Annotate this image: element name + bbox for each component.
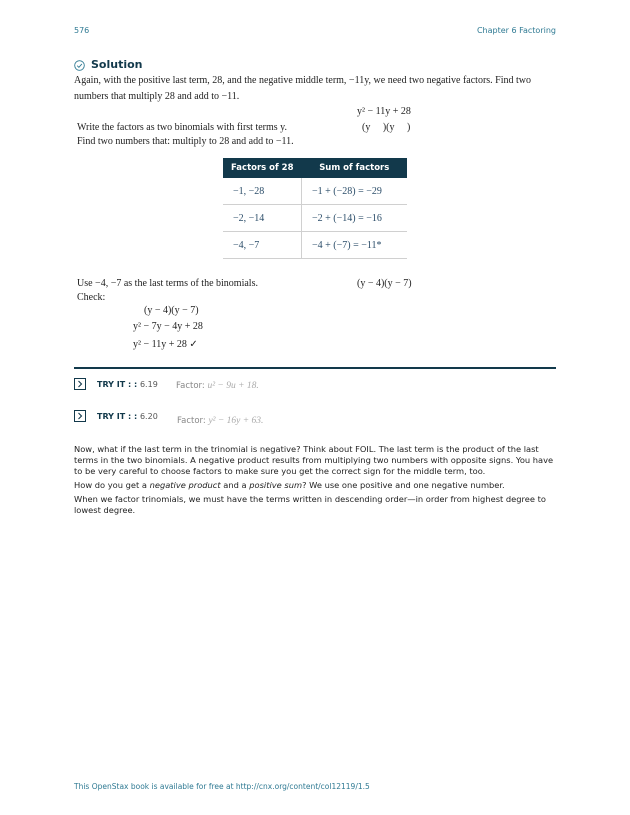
page-number: 576	[74, 26, 90, 35]
section-divider	[74, 367, 556, 369]
solution-title: Solution	[91, 58, 143, 71]
try-it-expression: u² − 9u + 18.	[207, 381, 259, 391]
trinomial-expression: y² − 11y + 28	[357, 106, 411, 117]
table-cell-sum: −1 + (−28) = −29	[302, 178, 408, 205]
step1-text: Write the factors as two binomials with first terms y.	[77, 122, 288, 133]
try-it-6-19-label	[97, 380, 158, 389]
try-it-label-text: TRY IT : :	[97, 380, 138, 389]
chevron-right-icon	[75, 379, 85, 389]
chevron-right-icon	[75, 411, 85, 421]
step3-math: (y − 4)(y − 7)	[357, 278, 412, 289]
p2-em-positive-sum: positive sum	[249, 480, 303, 490]
table-cell-factors: −2, −14	[223, 205, 302, 232]
try-it-6-20-label	[97, 412, 158, 421]
table-row	[223, 178, 407, 205]
table-header-row	[223, 158, 407, 178]
table-row	[223, 205, 407, 232]
paragraph-negative-last-term: Now, what if the last term in the trinomial is negative? Think about FOIL. The last term is the product of the last terms in the two binomials. A negative product results from multiplying two numbers with opposite signs. You have to be very careful to choose factors to make sure you get the correct sign for the middle term, too.	[74, 444, 554, 476]
table-header-factors: Factors of 28	[223, 158, 302, 178]
p2-start: How do you get a	[74, 480, 150, 490]
try-it-expression: y² − 16y + 63.	[208, 416, 264, 426]
try-it-6-20-prompt	[177, 416, 263, 426]
try-it-prompt-text: Factor:	[176, 381, 205, 391]
p2-mid: and a	[220, 480, 250, 490]
try-it-6-20-toggle[interactable]	[74, 410, 86, 422]
table-cell-factors: −4, −7	[223, 232, 302, 259]
chapter-title: Chapter 6 Factoring	[476, 26, 556, 35]
footer-link[interactable]: This OpenStax book is available for free at http://cnx.org/content/col12119/1.5	[74, 782, 370, 791]
step3-text: Use −4, −7 as the last terms of the binomials.	[77, 278, 258, 289]
check-line-3: y² − 11y + 28 ✓	[133, 339, 198, 350]
solution-intro-line2: numbers that multiply 28 and add to −11.	[74, 91, 240, 102]
check-circle-icon	[74, 58, 85, 69]
p2-em-negative-product: negative product	[149, 480, 221, 490]
step2-text: Find two numbers that: multiply to 28 and add to −11.	[77, 136, 294, 147]
paragraph-negative-product	[74, 480, 558, 491]
check-label: Check:	[77, 292, 106, 303]
check-line-1: (y − 4)(y − 7)	[144, 305, 199, 316]
try-it-number: 6.20	[139, 412, 158, 421]
table-cell-factors: −1, −28	[223, 178, 302, 205]
try-it-prompt-text: Factor:	[177, 416, 206, 426]
try-it-6-19-prompt	[176, 381, 259, 391]
check-line-2: y² − 7y − 4y + 28	[133, 321, 203, 332]
paragraph-descending-order: When we factor trinomials, we must have the terms written in descending order—in order from highest degree to lowest degree.	[74, 494, 546, 515]
p2-end: ? We use one positive and one negative number.	[302, 480, 505, 490]
try-it-6-19-toggle[interactable]	[74, 378, 86, 390]
try-it-number: 6.19	[139, 380, 158, 389]
try-it-label-text: TRY IT : :	[97, 412, 138, 421]
table-cell-sum: −4 + (−7) = −11*	[302, 232, 408, 259]
factors-table	[223, 158, 407, 259]
table-header-sum: Sum of factors	[302, 158, 408, 178]
table-row	[223, 232, 407, 259]
solution-intro-line1: Again, with the positive last term, 28, and the negative middle term, −11y, we need two negative factors. Find two	[74, 75, 532, 86]
step1-math: (y )(y )	[362, 122, 411, 133]
table-cell-sum: −2 + (−14) = −16	[302, 205, 408, 232]
